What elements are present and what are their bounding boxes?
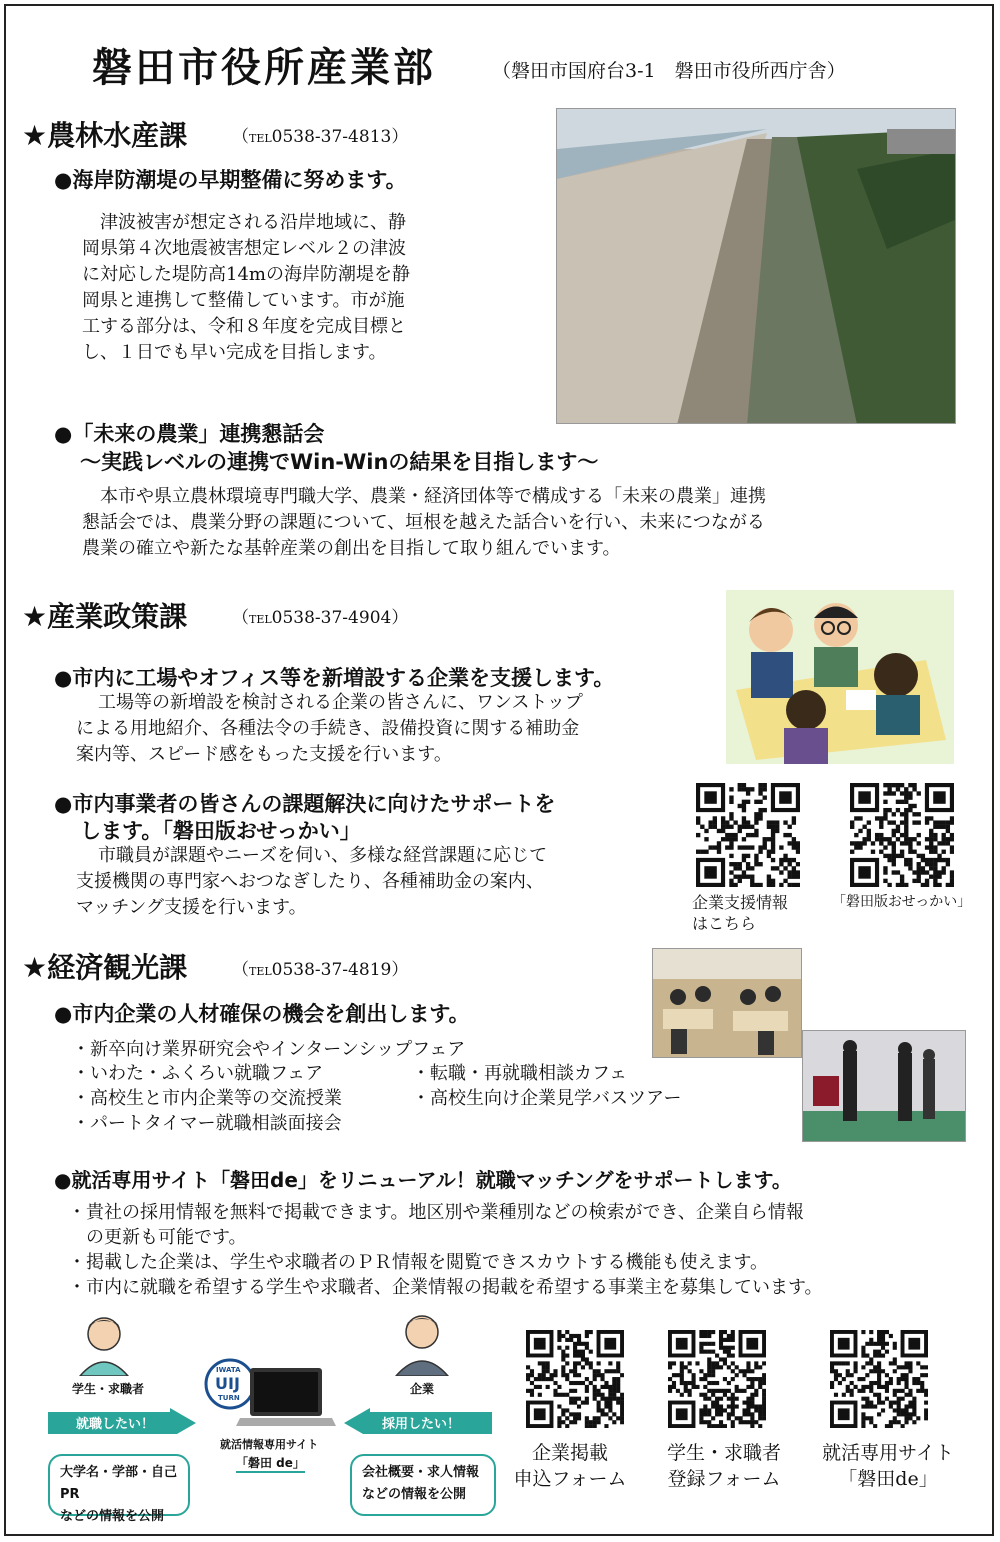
tel-agri: （TEL0538-37-4813）: [232, 127, 409, 147]
meeting-illustration: [726, 590, 954, 764]
caption-line: 企業掲載: [531, 1442, 608, 1464]
event-list: [412, 1062, 627, 1086]
text-line: の更新も可能です。: [68, 1227, 247, 1248]
tel-prefix: TEL: [249, 613, 272, 626]
text-line: 岡県と連携して整備しています。市が施: [82, 290, 405, 311]
company-label: 企業: [410, 1382, 435, 1396]
tel-number: 0538-37-4904: [271, 608, 392, 628]
company-avatar-icon: [392, 1310, 452, 1376]
support-text: [76, 843, 676, 921]
heading-support: ●市内事業者の皆さんの課題解決に向けたサポートを: [54, 792, 556, 816]
seawall-text: [82, 210, 482, 366]
qr-code-iwata-de[interactable]: [830, 1330, 928, 1428]
arrow-right-label: 採用したい！: [382, 1417, 461, 1432]
text-line: 工する部分は、令和８年度を完成目標と: [82, 316, 406, 337]
job-fair-photo-2: [802, 1030, 966, 1142]
heading-iwata-de: ●就活専用サイト「磐田de」をリニューアル！就職マッチングをサポートします。: [54, 1168, 792, 1192]
text-line: 工場等の新増設を検討される企業の皆さんに、ワンストップ: [98, 692, 583, 713]
event-list: [72, 1087, 342, 1111]
caption-line: 就活専用サイト: [822, 1442, 954, 1464]
caption-line: 登録フォーム: [667, 1468, 781, 1490]
qr-code-osekkai[interactable]: [850, 783, 954, 887]
student-avatar-icon: [74, 1312, 134, 1376]
list-item: ・高校生と市内企業等の交流授業: [72, 1088, 342, 1109]
text-line: 懇話会では、農業分野の課題について、垣根を越えた話合いを行い、未来につながる: [82, 512, 765, 533]
event-list: [412, 1087, 681, 1111]
text-line: マッチング支援を行います。: [76, 897, 307, 918]
text-line: ・市内に就職を希望する学生や求職者、企業情報の掲載を希望する事業主を募集しています。: [68, 1277, 823, 1298]
text-line: ・貴社の採用情報を無料で掲載できます。地区別や業種別などの検索ができ、企業自ら情報: [68, 1202, 804, 1223]
job-fair-photo-1: [652, 948, 802, 1058]
list-item: ・新卒向け業界研究会やインターンシップフェア: [72, 1039, 466, 1060]
qr-caption-company-support: [692, 892, 788, 934]
tel-prefix: TEL: [249, 965, 272, 978]
text-line: 支援機関の専門家へおつなぎしたり、各種補助金の案内、: [76, 871, 544, 892]
new-facility-text: [76, 690, 696, 768]
qr-caption-student-form: [654, 1440, 794, 1492]
heading-future-agri: ●「未来の農業」連携懇話会: [54, 422, 325, 446]
text-line: し、１日でも早い完成を目指します。: [82, 342, 387, 363]
caption-line: 企業支援情報: [692, 893, 789, 912]
logo-bottom: TURN: [218, 1394, 240, 1402]
list-item: ・パートタイマー就職相談面接会: [72, 1113, 342, 1134]
list-item: ・いわた・ふくろい就職フェア: [72, 1063, 324, 1084]
tel-industry: （TEL0538-37-4904）: [232, 608, 409, 628]
text-line: による用地紹介、各種法令の手続き、設備投資に関する補助金: [76, 718, 580, 739]
caption-line: 「磐田de」: [838, 1468, 938, 1490]
subheading-future-agri: 〜実践レベルの連携でWin-Winの結果を目指します〜: [80, 450, 599, 474]
student-info-box: [48, 1454, 190, 1524]
text-line: 岡県第４次地震被害想定レベル２の津波: [82, 238, 406, 259]
text-line: ・掲載した企業は、学生や求職者のＰＲ情報を閲覧できスカウトする機能も使えます。: [68, 1252, 769, 1273]
heading-recruit: ●市内企業の人材確保の機会を創出します。: [54, 1002, 470, 1026]
tel-number: 0538-37-4813: [271, 127, 392, 147]
text-line: 本市や県立農林環境専門職大学、農業・経済団体等で構成する「未来の農業」連携: [100, 486, 766, 507]
event-list: [72, 1062, 323, 1086]
caption-line: はこちら: [692, 914, 757, 933]
list-item: ・高校生向け企業見学バスツアー: [412, 1088, 682, 1109]
tel-economy: （TEL0538-37-4819）: [232, 960, 409, 980]
tel-prefix: TEL: [249, 132, 272, 145]
section-title-industry: ★産業政策課: [22, 600, 188, 633]
qr-caption-iwata-de: [808, 1440, 968, 1492]
list-item: ・転職・再就職相談カフェ: [412, 1063, 628, 1084]
site-label: 就活情報専用サイト: [220, 1438, 319, 1451]
company-info-box: [350, 1454, 496, 1516]
laptop-icon: [236, 1366, 336, 1432]
qr-caption-company-form: [500, 1440, 640, 1492]
text-line: 津波被害が想定される沿岸地域に、静: [100, 212, 406, 233]
box-line: などの情報を公開: [362, 1487, 467, 1502]
text-line: 市職員が課題やニーズを伺い、多様な経営課題に応じて: [98, 845, 548, 866]
qr-code-student-form[interactable]: [668, 1330, 766, 1428]
address: （磐田市国府台3-1 磐田市役所西庁舎）: [492, 60, 846, 82]
subheading-support: します。「磐田版おせっかい」: [80, 819, 361, 843]
heading-new-facility: ●市内に工場やオフィス等を新増設する企業を支援します。: [54, 666, 615, 690]
box-line: 大学名・学部・自己PR: [60, 1465, 178, 1502]
caption-line: 申込フォーム: [513, 1468, 627, 1490]
qr-code-company-support[interactable]: [696, 783, 800, 887]
caption-line: 学生・求職者: [666, 1442, 781, 1464]
future-agri-text: [82, 484, 932, 562]
iwata-de-text: [68, 1200, 968, 1300]
site-name: 「磐田 de」: [236, 1454, 305, 1473]
qr-code-company-form[interactable]: [526, 1330, 624, 1428]
seawall-aerial-photo: [556, 108, 956, 424]
section-title-economy: ★経済観光課: [22, 951, 188, 984]
text-line: に対応した堤防高14mの海岸防潮堤を静: [82, 264, 410, 285]
qr-caption-osekkai: 「磐田版おせっかい」: [832, 894, 972, 910]
box-line: などの情報を公開: [60, 1509, 165, 1524]
student-label: 学生・求職者: [72, 1382, 145, 1396]
arrow-left-label: 就職したい！: [76, 1417, 155, 1432]
logo-top: IWATA: [216, 1366, 241, 1374]
tel-number: 0538-37-4819: [271, 960, 392, 980]
box-line: 会社概要・求人情報: [362, 1465, 480, 1480]
text-line: 案内等、スピード感をもった支援を行います。: [76, 744, 452, 765]
heading-seawall: ●海岸防潮堤の早期整備に努めます。: [54, 168, 407, 192]
text-line: 農業の確立や新たな基幹産業の創出を目指して取り組んでいます。: [82, 538, 621, 559]
logo-main: UIJ: [215, 1374, 240, 1393]
event-list: [72, 1038, 465, 1062]
page-title: 磐田市役所産業部: [92, 45, 436, 91]
event-list: [72, 1112, 342, 1136]
section-title-agri: ★農林水産課: [22, 119, 188, 152]
